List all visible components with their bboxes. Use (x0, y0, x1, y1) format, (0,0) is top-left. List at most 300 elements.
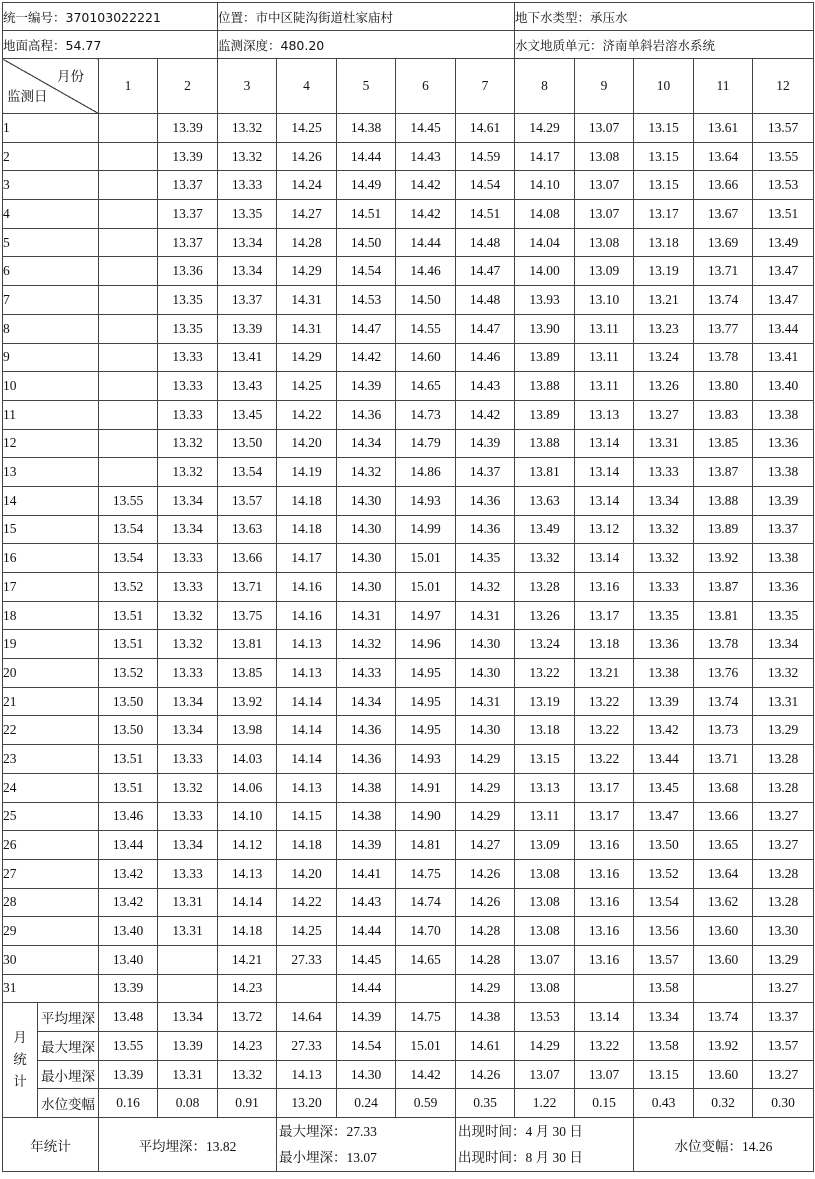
depth-cell: 13.09 (515, 831, 575, 860)
day-row (3, 114, 814, 143)
hydrogeologic-unit: 水文地质单元：济南单斜岩溶水系统 (515, 31, 814, 59)
depth-cell: 14.51 (456, 200, 515, 229)
depth-cell: 13.52 (99, 659, 158, 688)
depth-cell: 14.31 (456, 601, 515, 630)
depth-cell: 14.45 (396, 114, 456, 143)
depth-cell: 14.25 (277, 372, 337, 401)
stat-label: 最大埋深 (38, 1032, 99, 1061)
depth-cell: 14.54 (337, 257, 396, 286)
depth-cell: 14.34 (337, 429, 396, 458)
stat-cell: 13.14 (575, 1003, 634, 1032)
day-number: 18 (3, 601, 99, 630)
month-header: 12 (753, 59, 814, 114)
depth-cell: 13.27 (753, 802, 814, 831)
depth-cell: 13.08 (575, 228, 634, 257)
depth-cell: 14.22 (277, 888, 337, 917)
depth-cell: 13.66 (218, 544, 277, 573)
month-header-row (3, 59, 814, 114)
day-number: 7 (3, 286, 99, 315)
depth-cell: 13.35 (753, 601, 814, 630)
depth-cell: 13.19 (515, 687, 575, 716)
depth-cell: 13.32 (634, 544, 694, 573)
depth-cell: 14.65 (396, 945, 456, 974)
monthly-stat-row (3, 1032, 814, 1061)
depth-cell: 14.96 (396, 630, 456, 659)
depth-cell: 14.18 (218, 917, 277, 946)
depth-cell: 14.20 (277, 859, 337, 888)
annual-min-time: 出现时间：8 月 30 日 (458, 1149, 583, 1165)
depth-cell: 14.50 (337, 228, 396, 257)
depth-cell: 13.81 (218, 630, 277, 659)
day-row (3, 888, 814, 917)
depth-cell: 13.27 (753, 831, 814, 860)
stat-cell: 13.07 (575, 1060, 634, 1089)
depth-cell: 14.95 (396, 659, 456, 688)
depth-cell: 13.44 (634, 745, 694, 774)
depth-cell: 13.50 (218, 429, 277, 458)
depth-cell: 13.17 (634, 200, 694, 229)
header-row-1 (3, 3, 814, 31)
stat-cell: 0.08 (158, 1089, 218, 1118)
depth-cell: 13.51 (99, 601, 158, 630)
depth-cell: 15.01 (396, 544, 456, 573)
stat-cell: 14.29 (515, 1032, 575, 1061)
depth-cell: 14.51 (337, 200, 396, 229)
depth-cell: 13.38 (753, 400, 814, 429)
depth-cell: 14.46 (456, 343, 515, 372)
monthly-stat-row (3, 1060, 814, 1089)
depth-cell: 14.33 (337, 659, 396, 688)
depth-cell (99, 171, 158, 200)
stat-cell: 0.24 (337, 1089, 396, 1118)
depth-cell: 13.27 (634, 400, 694, 429)
depth-cell: 14.53 (337, 286, 396, 315)
depth-cell: 13.42 (634, 716, 694, 745)
depth-cell: 13.36 (753, 429, 814, 458)
depth-cell: 14.42 (337, 343, 396, 372)
depth-cell: 13.80 (694, 372, 753, 401)
day-number: 23 (3, 745, 99, 774)
depth-cell (158, 974, 218, 1003)
depth-cell: 13.08 (515, 974, 575, 1003)
stat-cell: 0.91 (218, 1089, 277, 1118)
depth-cell: 14.44 (337, 974, 396, 1003)
depth-cell: 13.30 (753, 917, 814, 946)
depth-cell: 13.29 (753, 716, 814, 745)
depth-cell: 13.27 (753, 974, 814, 1003)
depth-cell: 14.36 (337, 745, 396, 774)
depth-cell: 14.47 (456, 257, 515, 286)
stat-cell: 13.32 (218, 1060, 277, 1089)
depth-cell: 13.51 (99, 630, 158, 659)
depth-cell: 14.90 (396, 802, 456, 831)
depth-cell: 13.35 (634, 601, 694, 630)
depth-cell: 13.88 (694, 486, 753, 515)
annual-water-level-range: 水位变幅：14.26 (634, 1118, 814, 1172)
depth-cell: 14.18 (277, 831, 337, 860)
stat-cell: 0.43 (634, 1089, 694, 1118)
depth-cell: 13.36 (634, 630, 694, 659)
depth-cell: 13.67 (694, 200, 753, 229)
depth-cell: 13.54 (99, 544, 158, 573)
depth-cell: 13.92 (218, 687, 277, 716)
depth-cell: 14.30 (337, 515, 396, 544)
day-row (3, 716, 814, 745)
depth-cell: 13.28 (753, 773, 814, 802)
depth-cell: 13.11 (515, 802, 575, 831)
depth-cell: 13.51 (99, 745, 158, 774)
depth-cell: 13.34 (158, 831, 218, 860)
stat-cell: 13.31 (158, 1060, 218, 1089)
depth-cell: 13.85 (218, 659, 277, 688)
depth-cell: 14.30 (456, 630, 515, 659)
depth-cell: 14.13 (277, 773, 337, 802)
depth-cell: 14.29 (456, 773, 515, 802)
depth-cell: 13.98 (218, 716, 277, 745)
depth-cell: 14.04 (515, 228, 575, 257)
depth-cell: 14.36 (456, 486, 515, 515)
depth-cell: 13.42 (99, 859, 158, 888)
depth-cell: 13.34 (218, 257, 277, 286)
groundwater-type: 地下水类型：承压水 (515, 3, 814, 31)
depth-cell: 13.60 (694, 945, 753, 974)
depth-cell: 14.42 (396, 171, 456, 200)
depth-cell: 13.12 (575, 515, 634, 544)
depth-cell: 13.07 (575, 171, 634, 200)
depth-cell: 14.70 (396, 917, 456, 946)
depth-cell: 13.32 (158, 601, 218, 630)
stat-label: 平均埋深 (38, 1003, 99, 1032)
stat-cell: 13.37 (753, 1003, 814, 1032)
depth-cell: 14.50 (396, 286, 456, 315)
depth-cell: 14.22 (277, 400, 337, 429)
day-number: 13 (3, 458, 99, 487)
depth-cell: 14.93 (396, 745, 456, 774)
depth-cell: 27.33 (277, 945, 337, 974)
depth-cell: 13.56 (634, 917, 694, 946)
depth-cell: 14.34 (337, 687, 396, 716)
depth-cell: 14.38 (337, 802, 396, 831)
depth-cell: 13.71 (218, 573, 277, 602)
depth-cell: 13.64 (694, 859, 753, 888)
stat-cell: 14.23 (218, 1032, 277, 1061)
depth-cell: 13.40 (99, 945, 158, 974)
depth-cell: 14.41 (337, 859, 396, 888)
depth-cell: 13.50 (634, 831, 694, 860)
depth-cell: 13.49 (515, 515, 575, 544)
depth-cell: 13.62 (694, 888, 753, 917)
depth-cell: 14.17 (515, 142, 575, 171)
day-row (3, 773, 814, 802)
depth-cell (396, 974, 456, 1003)
depth-cell: 14.32 (337, 630, 396, 659)
stat-cell: 0.16 (99, 1089, 158, 1118)
day-number: 15 (3, 515, 99, 544)
depth-cell: 14.27 (277, 200, 337, 229)
depth-cell: 13.49 (753, 228, 814, 257)
depth-cell: 13.09 (575, 257, 634, 286)
depth-cell: 14.65 (396, 372, 456, 401)
depth-cell: 13.65 (694, 831, 753, 860)
depth-cell: 13.33 (218, 171, 277, 200)
stat-cell: 13.48 (99, 1003, 158, 1032)
stat-label: 最小埋深 (38, 1060, 99, 1089)
depth-cell: 14.99 (396, 515, 456, 544)
depth-cell: 13.57 (634, 945, 694, 974)
depth-cell: 13.16 (575, 859, 634, 888)
depth-cell: 13.38 (634, 659, 694, 688)
depth-cell: 13.17 (575, 802, 634, 831)
depth-cell: 14.26 (456, 859, 515, 888)
depth-cell: 14.31 (456, 687, 515, 716)
depth-cell: 13.34 (218, 228, 277, 257)
depth-cell: 13.45 (218, 400, 277, 429)
day-row (3, 458, 814, 487)
depth-cell (99, 286, 158, 315)
day-number: 14 (3, 486, 99, 515)
stat-cell: 13.15 (634, 1060, 694, 1089)
depth-cell: 14.20 (277, 429, 337, 458)
depth-cell: 13.54 (99, 515, 158, 544)
day-number: 11 (3, 400, 99, 429)
monthly-stats-label (3, 1003, 38, 1118)
depth-cell: 13.51 (99, 773, 158, 802)
depth-cell: 13.47 (634, 802, 694, 831)
depth-cell: 14.32 (456, 573, 515, 602)
depth-cell: 13.44 (753, 314, 814, 343)
depth-cell: 13.32 (515, 544, 575, 573)
annual-min-depth: 最小埋深：13.07 (279, 1149, 377, 1165)
stat-cell: 14.39 (337, 1003, 396, 1032)
depth-cell: 13.54 (218, 458, 277, 487)
depth-cell: 13.57 (753, 114, 814, 143)
depth-cell: 13.33 (634, 573, 694, 602)
day-row (3, 745, 814, 774)
depth-cell: 13.18 (634, 228, 694, 257)
depth-cell: 13.45 (634, 773, 694, 802)
day-number: 3 (3, 171, 99, 200)
day-number: 31 (3, 974, 99, 1003)
depth-cell: 14.61 (456, 114, 515, 143)
annual-average-depth: 平均埋深：13.82 (99, 1118, 277, 1172)
day-row (3, 945, 814, 974)
depth-cell: 13.33 (158, 573, 218, 602)
depth-cell: 14.37 (456, 458, 515, 487)
depth-cell: 14.39 (337, 831, 396, 860)
day-row (3, 974, 814, 1003)
depth-cell (99, 142, 158, 171)
depth-cell: 13.40 (753, 372, 814, 401)
depth-cell: 14.13 (218, 859, 277, 888)
stat-cell: 13.55 (99, 1032, 158, 1061)
depth-cell (99, 343, 158, 372)
stat-cell: 14.54 (337, 1032, 396, 1061)
depth-cell: 13.32 (753, 659, 814, 688)
depth-cell: 13.21 (634, 286, 694, 315)
depth-cell: 13.34 (634, 486, 694, 515)
depth-cell: 13.22 (575, 687, 634, 716)
depth-cell: 13.44 (99, 831, 158, 860)
depth-cell: 13.87 (694, 573, 753, 602)
depth-cell: 14.30 (456, 716, 515, 745)
depth-cell: 13.89 (515, 400, 575, 429)
depth-cell: 13.31 (158, 888, 218, 917)
depth-cell: 13.61 (694, 114, 753, 143)
depth-cell: 13.28 (753, 888, 814, 917)
depth-cell (158, 945, 218, 974)
depth-cell: 14.30 (337, 486, 396, 515)
day-row (3, 286, 814, 315)
depth-cell: 13.87 (694, 458, 753, 487)
depth-cell: 13.26 (634, 372, 694, 401)
depth-cell: 14.25 (277, 917, 337, 946)
depth-cell: 14.13 (277, 630, 337, 659)
day-row (3, 859, 814, 888)
depth-cell: 14.30 (337, 544, 396, 573)
annual-extreme-depths (277, 1118, 456, 1172)
stat-cell: 13.60 (694, 1060, 753, 1089)
depth-cell: 14.48 (456, 228, 515, 257)
depth-cell: 14.23 (218, 974, 277, 1003)
depth-cell: 13.26 (515, 601, 575, 630)
corner-header-cell (3, 59, 99, 114)
depth-cell: 14.14 (277, 745, 337, 774)
depth-cell (277, 974, 337, 1003)
stat-cell: 13.34 (634, 1003, 694, 1032)
depth-cell: 15.01 (396, 573, 456, 602)
depth-cell: 14.10 (515, 171, 575, 200)
depth-cell: 13.33 (158, 372, 218, 401)
depth-cell: 14.26 (456, 888, 515, 917)
depth-cell: 13.32 (218, 114, 277, 143)
depth-cell: 13.58 (634, 974, 694, 1003)
depth-cell: 14.31 (337, 601, 396, 630)
day-row (3, 142, 814, 171)
stat-cell: 13.22 (575, 1032, 634, 1061)
depth-cell: 13.16 (575, 831, 634, 860)
depth-cell: 13.90 (515, 314, 575, 343)
month-header: 10 (634, 59, 694, 114)
station-location: 位置：市中区陡沟街道杜家庙村 (218, 3, 515, 31)
depth-cell: 13.08 (575, 142, 634, 171)
depth-cell: 13.35 (218, 200, 277, 229)
depth-cell: 13.39 (158, 114, 218, 143)
depth-cell: 14.47 (456, 314, 515, 343)
depth-cell: 14.28 (277, 228, 337, 257)
day-number: 4 (3, 200, 99, 229)
depth-cell: 13.16 (575, 945, 634, 974)
day-number: 25 (3, 802, 99, 831)
depth-cell: 13.89 (515, 343, 575, 372)
depth-cell: 14.26 (277, 142, 337, 171)
depth-cell: 13.88 (515, 429, 575, 458)
depth-cell: 13.35 (158, 314, 218, 343)
depth-cell: 14.12 (218, 831, 277, 860)
day-number: 24 (3, 773, 99, 802)
day-row (3, 228, 814, 257)
depth-cell (99, 200, 158, 229)
depth-cell: 13.52 (99, 573, 158, 602)
depth-cell: 13.29 (753, 945, 814, 974)
depth-cell: 13.39 (753, 486, 814, 515)
depth-cell: 13.07 (575, 200, 634, 229)
depth-cell: 13.15 (515, 745, 575, 774)
depth-cell: 14.42 (456, 400, 515, 429)
stat-cell: 13.72 (218, 1003, 277, 1032)
stat-cell: 14.38 (456, 1003, 515, 1032)
depth-cell: 13.31 (634, 429, 694, 458)
depth-cell: 13.78 (694, 343, 753, 372)
depth-cell: 13.76 (694, 659, 753, 688)
depth-cell: 14.47 (337, 314, 396, 343)
stat-cell: 13.39 (158, 1032, 218, 1061)
depth-cell: 13.34 (158, 716, 218, 745)
stat-cell: 13.92 (694, 1032, 753, 1061)
depth-cell: 14.14 (218, 888, 277, 917)
depth-cell: 14.28 (456, 945, 515, 974)
day-row (3, 257, 814, 286)
ground-elevation: 地面高程：54.77 (3, 31, 218, 59)
depth-cell: 13.55 (99, 486, 158, 515)
depth-cell: 14.15 (277, 802, 337, 831)
depth-cell: 14.00 (515, 257, 575, 286)
depth-cell: 13.36 (753, 573, 814, 602)
depth-cell: 13.81 (515, 458, 575, 487)
depth-cell: 14.49 (337, 171, 396, 200)
month-header: 7 (456, 59, 515, 114)
depth-cell: 14.79 (396, 429, 456, 458)
stat-cell: 13.57 (753, 1032, 814, 1061)
stat-cell: 0.35 (456, 1089, 515, 1118)
depth-cell: 13.89 (694, 515, 753, 544)
depth-cell: 14.19 (277, 458, 337, 487)
depth-cell: 13.34 (753, 630, 814, 659)
depth-cell: 13.19 (634, 257, 694, 286)
depth-cell: 13.14 (575, 544, 634, 573)
depth-cell: 14.16 (277, 573, 337, 602)
month-header: 8 (515, 59, 575, 114)
depth-cell: 13.37 (218, 286, 277, 315)
depth-cell: 14.95 (396, 716, 456, 745)
depth-cell: 14.73 (396, 400, 456, 429)
depth-cell: 14.42 (396, 200, 456, 229)
depth-cell: 13.40 (99, 917, 158, 946)
depth-cell: 13.74 (694, 286, 753, 315)
depth-cell: 13.54 (634, 888, 694, 917)
depth-cell: 13.50 (99, 687, 158, 716)
depth-cell: 14.29 (515, 114, 575, 143)
depth-cell (99, 228, 158, 257)
depth-cell: 14.14 (277, 687, 337, 716)
depth-cell: 13.37 (158, 200, 218, 229)
depth-cell: 13.55 (753, 142, 814, 171)
day-number: 22 (3, 716, 99, 745)
depth-cell: 13.22 (575, 745, 634, 774)
depth-cell: 13.18 (515, 716, 575, 745)
monthly-stats-label-char: 统 (13, 1052, 27, 1068)
depth-cell: 13.34 (158, 486, 218, 515)
depth-cell: 14.48 (456, 286, 515, 315)
depth-cell: 14.13 (277, 659, 337, 688)
day-row (3, 601, 814, 630)
month-header: 3 (218, 59, 277, 114)
depth-cell (99, 429, 158, 458)
day-number: 30 (3, 945, 99, 974)
day-row (3, 630, 814, 659)
day-row (3, 659, 814, 688)
depth-cell: 13.15 (634, 171, 694, 200)
depth-cell: 13.33 (158, 400, 218, 429)
